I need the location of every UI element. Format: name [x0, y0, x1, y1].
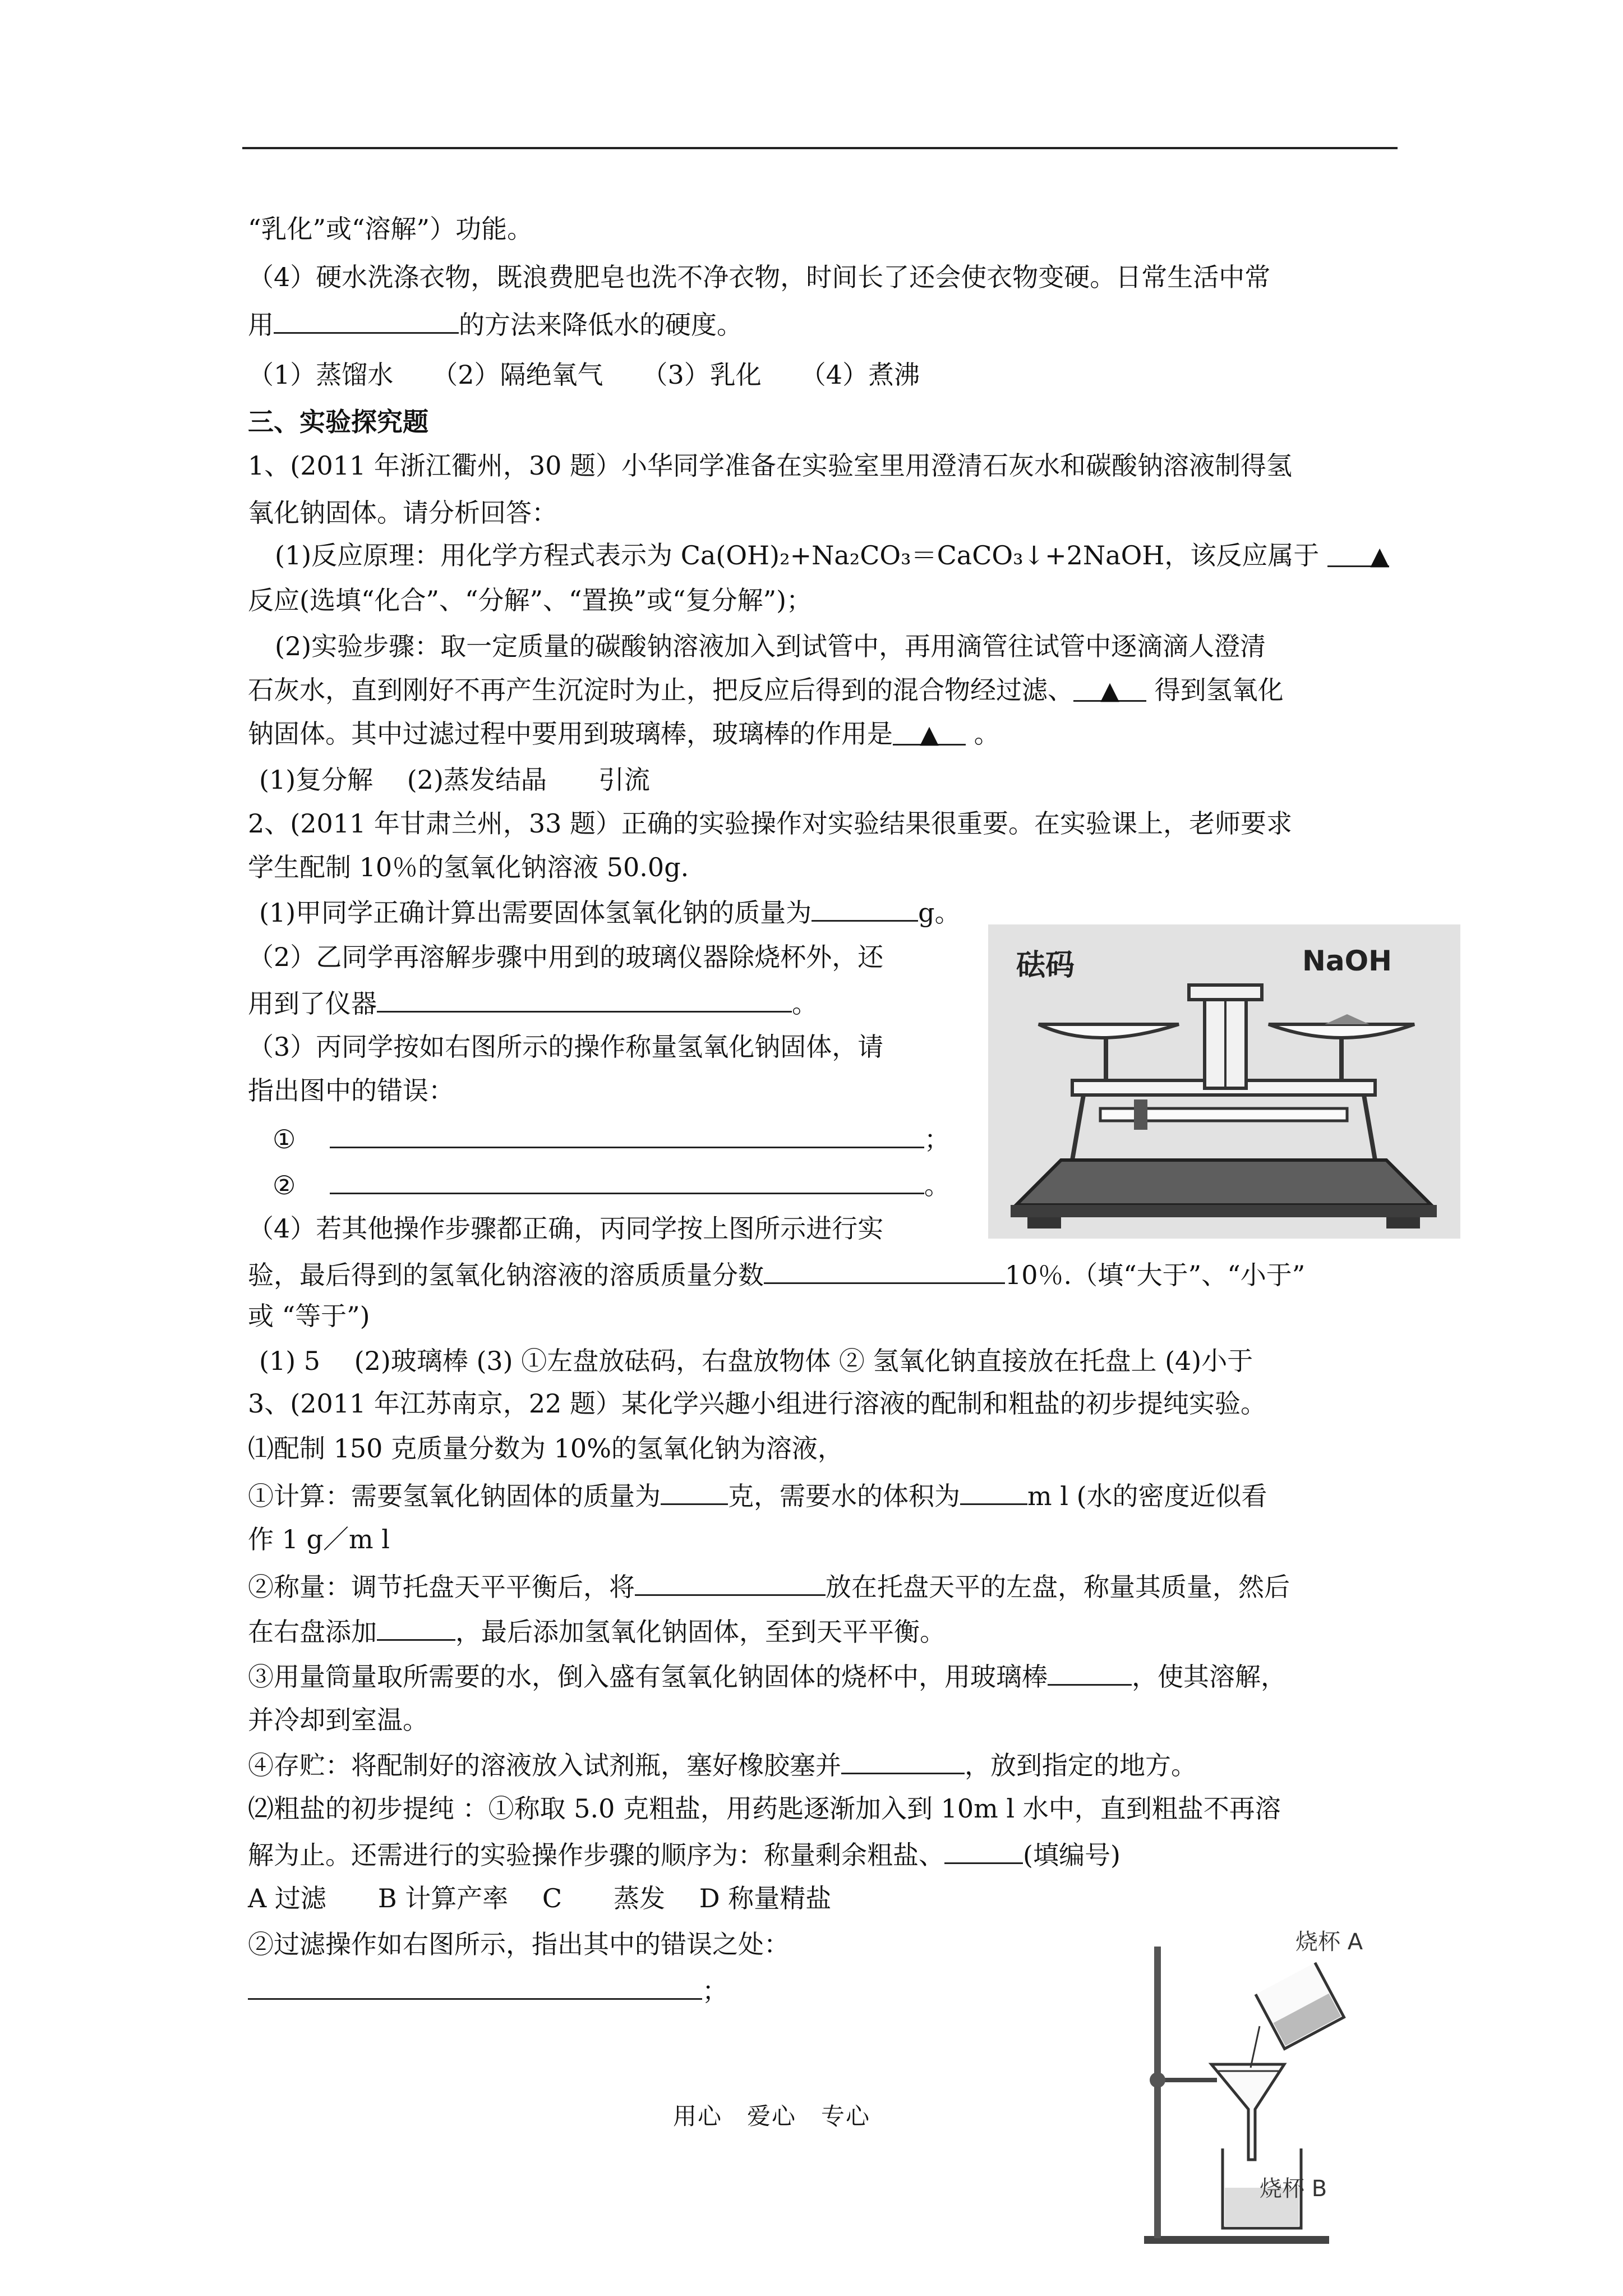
text-line: ④存贮：将配制好的溶液放入试剂瓶，塞好橡胶塞并 ，放到指定的地方。 — [248, 1747, 1197, 1782]
answer-blank — [377, 985, 792, 1013]
text-line: 反应(选填“化合”、“分解”、“置换”或“复分解”)； — [248, 585, 813, 615]
answer-blank — [635, 1568, 826, 1596]
text-line: （2）乙同学再溶解步骤中用到的玻璃仪器除烧杯外，还 — [248, 942, 884, 972]
weights-label: 砝码 — [1016, 949, 1075, 982]
text-line: 用到了仪器 。 — [248, 985, 818, 1020]
text-line: （4）硬水洗涤衣物，既浪费肥皂也洗不净衣物，时间长了还会使衣物变硬。日常生活中常 — [248, 262, 1271, 292]
answer-blank — [841, 1747, 965, 1774]
beaker-a-label: 烧杯 A — [1295, 1929, 1363, 1955]
answer-blank — [1048, 1658, 1132, 1686]
options-line: A 过滤 B 计算产率 C 蒸发 D 称量精盐 — [248, 1883, 832, 1913]
section-heading: 三、实验探究题 — [248, 407, 428, 437]
answer-blank — [661, 1478, 728, 1505]
text-line: 在右盘添加 ，最后添加氢氧化钠固体，至到天平平衡。 — [248, 1613, 946, 1649]
text-line: 并冷却到室温。 — [248, 1705, 428, 1735]
text-line: ③用量筒量取所需要的水，倒入盛有氢氧化钠固体的烧杯中，用玻璃棒 ，使其溶解， — [248, 1658, 1287, 1694]
text-line: 作 1 g／m l — [248, 1524, 390, 1554]
filtration-figure — [1138, 1924, 1419, 2255]
text-line: 验，最后得到的氢氧化钠溶液的溶质质量分数 10％.（填“大于”、“小于” — [248, 1257, 1305, 1292]
text-line: 钠固体。其中过滤过程中要用到玻璃棒，玻璃棒的作用是 ▲ 。 — [248, 719, 1000, 749]
text-line: “乳化”或“溶解”）功能。 — [248, 214, 533, 244]
text-line: 石灰水，直到刚好不再产生沉淀时为止，把反应后得到的混合物经过滤、 ▲ 得到氢氧化 — [248, 675, 1284, 705]
text-line: (1)反应原理：用化学方程式表示为 Ca(OH)₂+Na₂CO₃＝CaCO₃↓+2NaOH，该反应属于 ▲ — [275, 540, 1390, 570]
text-line: ⑴配制 150 克质量分数为 10%的氢氧化钠为溶液， — [248, 1433, 843, 1464]
page-footer: 用心 爱心 专心 — [673, 2102, 871, 2130]
text-line: 氧化钠固体。请分析回答： — [248, 498, 557, 528]
answer-blank — [248, 1972, 702, 2000]
text-line: （3）丙同学按如右图所示的操作称量氢氧化钠固体，请 — [248, 1032, 884, 1062]
answer-blank: ▲ — [893, 718, 966, 746]
text-line: 或 “等于”) — [248, 1301, 370, 1331]
answer-line: (1)复分解 (2)蒸发结晶 引流 — [259, 765, 650, 795]
text-line: 解为止。还需进行的实验操作步骤的顺序为：称量剩余粗盐、 (填编号) — [248, 1837, 1121, 1872]
text-line: ②称量：调节托盘天平平衡后，将 放在托盘天平的左盘，称量其质量，然后 — [248, 1568, 1290, 1604]
question-1: 1、(2011 年浙江衢州，30 题）小华同学准备在实验室里用澄清石灰水和碳酸钠溶液制得氢 — [248, 450, 1293, 481]
text-line: ①计算：需要氢氧化钠固体的质量为 克，需要水的体积为 m l (水的密度近似看 — [248, 1478, 1267, 1513]
answer-blank — [330, 1167, 924, 1194]
balance-figure — [988, 924, 1460, 1239]
header-rule — [242, 147, 1398, 149]
answer-blank — [811, 894, 918, 922]
answer-blank — [944, 1837, 1023, 1864]
answer-blank — [377, 1613, 455, 1641]
text-line: ； — [248, 1972, 728, 2008]
text-line: 指出图中的错误： — [248, 1075, 454, 1106]
text-line: （4）若其他操作步骤都正确，丙同学按上图所示进行实 — [248, 1213, 884, 1244]
answer-blank: ▲ — [1073, 674, 1146, 702]
text-line: ① ； — [273, 1121, 950, 1156]
text-line: (1)甲同学正确计算出需要固体氢氧化钠的质量为 g。 — [259, 894, 961, 930]
text-line: ② 。 — [273, 1167, 950, 1202]
answer-blank — [330, 1121, 924, 1148]
answer-blank — [960, 1478, 1027, 1505]
answer-line: （1）蒸馏水 （2）隔绝氧气 （3）乳化 （4）煮沸 — [248, 360, 920, 390]
text-line: 用 的方法来降低水的硬度。 — [248, 306, 743, 342]
question-3: 3、(2011 年江苏南京，22 题）某化学兴趣小组进行溶液的配制和粗盐的初步提纯实验。 — [248, 1388, 1267, 1419]
answer-blank — [764, 1257, 1005, 1284]
naoh-label: NaOH — [1302, 945, 1392, 977]
question-2: 2、(2011 年甘肃兰州，33 题）正确的实验操作对实验结果很重要。在实验课上，老师要求 — [248, 808, 1293, 839]
answer-blank: ▲ — [1327, 540, 1389, 567]
beaker-b-label: 烧杯 B — [1260, 2176, 1327, 2202]
text-line: ②过滤操作如右图所示，指出其中的错误之处： — [248, 1929, 790, 1959]
answer-line: (1) 5 (2)玻璃棒 (3) ①左盘放砝码，右盘放物体 ② 氢氧化钠直接放在托盘上 (4)小于 — [259, 1346, 1253, 1376]
text-line: 学生配制 10％的氢氧化钠溶液 50.0g. — [248, 852, 689, 882]
answer-blank — [274, 306, 459, 334]
text-line: ⑵粗盐的初步提纯 ：①称取 5.0 克粗盐，用药匙逐渐加入到 10m l 水中，直到粗盐不再溶 — [248, 1793, 1281, 1824]
text-line: (2)实验步骤：取一定质量的碳酸钠溶液加入到试管中，再用滴管往试管中逐滴滴人澄清 — [275, 631, 1266, 661]
filtration-illustration — [1138, 1924, 1419, 2255]
